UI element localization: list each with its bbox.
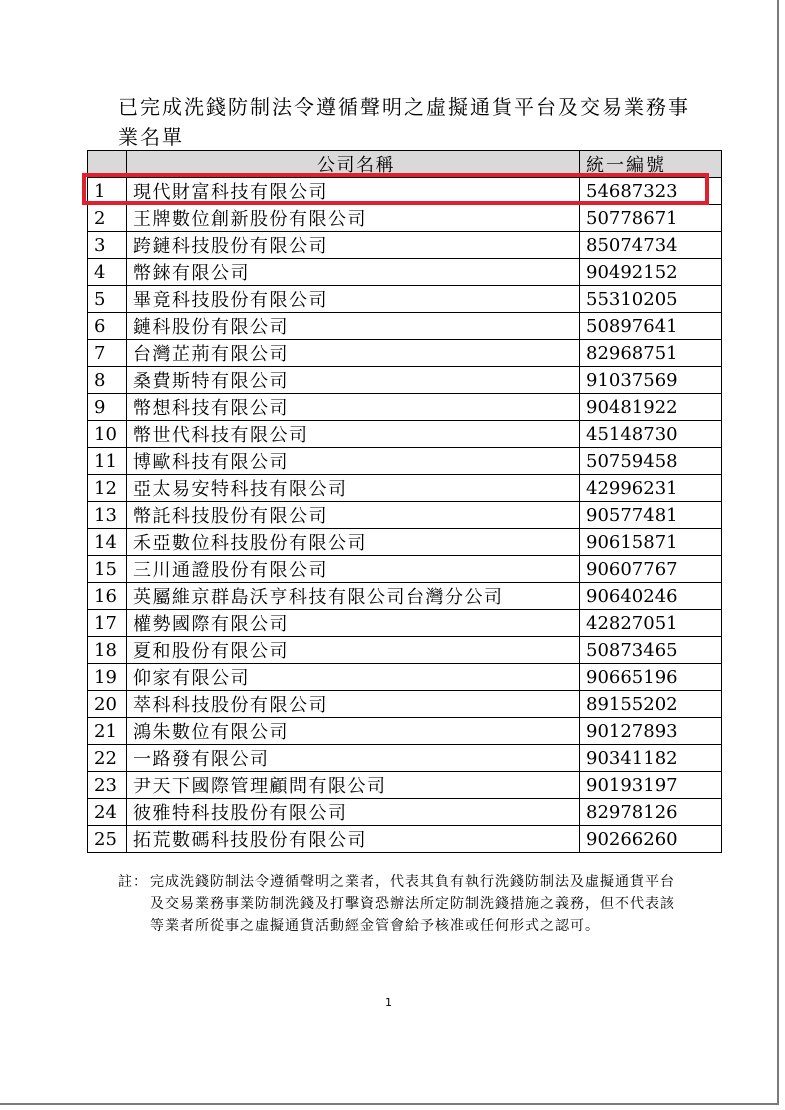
table-row (88, 448, 722, 475)
row-number: 11 (88, 448, 127, 475)
company-name: 王牌數位創新股份有限公司 (127, 205, 580, 232)
row-number: 12 (88, 475, 127, 502)
company-name: 幣想科技有限公司 (127, 394, 580, 421)
row-number: 16 (88, 583, 127, 610)
page-number: 1 (385, 996, 392, 1009)
table-row (88, 799, 722, 826)
company-name: 台灣芷荊有限公司 (127, 340, 580, 367)
table-row (88, 394, 722, 421)
company-name: 一路發有限公司 (127, 745, 580, 772)
company-name: 英屬維京群島沃亨科技有限公司台灣分公司 (127, 583, 580, 610)
tax-id: 90266260 (580, 826, 722, 853)
tax-id: 90607767 (580, 556, 722, 583)
row-number: 8 (88, 367, 127, 394)
table-row (88, 772, 722, 799)
row-number: 15 (88, 556, 127, 583)
row-number: 1 (88, 178, 127, 205)
table-row (88, 205, 722, 232)
table-row (88, 340, 722, 367)
tax-id: 45148730 (580, 421, 722, 448)
company-name: 桑費斯特有限公司 (127, 367, 580, 394)
table-row (88, 691, 722, 718)
tax-id: 50759458 (580, 448, 722, 475)
row-number: 19 (88, 664, 127, 691)
table-row (88, 583, 722, 610)
company-name: 現代財富科技有限公司 (127, 178, 580, 205)
row-number: 10 (88, 421, 127, 448)
company-name: 尹天下國際管理顧問有限公司 (127, 772, 580, 799)
footnote-label: 註： (118, 874, 148, 890)
row-number: 24 (88, 799, 127, 826)
row-number: 6 (88, 313, 127, 340)
table-row (88, 259, 722, 286)
row-number: 18 (88, 637, 127, 664)
company-name: 幣錸有限公司 (127, 259, 580, 286)
row-number: 20 (88, 691, 127, 718)
table-row (88, 421, 722, 448)
row-number: 2 (88, 205, 127, 232)
company-name: 三川通證股份有限公司 (127, 556, 580, 583)
company-name: 彼雅特科技股份有限公司 (127, 799, 580, 826)
table-row (88, 556, 722, 583)
tax-id: 90640246 (580, 583, 722, 610)
company-name: 跨鏈科技股份有限公司 (127, 232, 580, 259)
row-number: 21 (88, 718, 127, 745)
tax-id: 90577481 (580, 502, 722, 529)
company-name: 鴻朱數位有限公司 (127, 718, 580, 745)
table-row (88, 475, 722, 502)
row-number: 9 (88, 394, 127, 421)
footnote-text: 完成洗錢防制法令遵循聲明之業者，代表其負有執行洗錢防制法及虛擬通貨平台及交易業務事業防制洗錢及打擊資恐辦法所定防制洗錢措施之義務，但不代表該等業者所從事之虛擬通貨活動經金管會給予核准或任何形式之認可。 (150, 874, 675, 934)
table-row (88, 529, 722, 556)
row-number: 3 (88, 232, 127, 259)
company-name: 幣世代科技有限公司 (127, 421, 580, 448)
tax-id: 82978126 (580, 799, 722, 826)
company-name: 博歐科技有限公司 (127, 448, 580, 475)
tax-id: 90127893 (580, 718, 722, 745)
tax-id: 90341182 (580, 745, 722, 772)
document-title: 已完成洗錢防制法令遵循聲明之虛擬通貨平台及交易業務事業名單 (118, 95, 690, 149)
tax-id: 42827051 (580, 610, 722, 637)
footnote (118, 871, 678, 937)
row-number: 4 (88, 259, 127, 286)
table-row (88, 502, 722, 529)
company-name: 拓荒數碼科技股份有限公司 (127, 826, 580, 853)
row-number: 17 (88, 610, 127, 637)
company-name: 禾亞數位科技股份有限公司 (127, 529, 580, 556)
company-name: 鏈科股份有限公司 (127, 313, 580, 340)
tax-id: 85074734 (580, 232, 722, 259)
tax-id: 50897641 (580, 313, 722, 340)
tax-id: 90193197 (580, 772, 722, 799)
tax-id: 50778671 (580, 205, 722, 232)
tax-id: 82968751 (580, 340, 722, 367)
tax-id: 89155202 (580, 691, 722, 718)
tax-id: 90492152 (580, 259, 722, 286)
table-row (88, 610, 722, 637)
company-name: 權勢國際有限公司 (127, 610, 580, 637)
table-row (88, 232, 722, 259)
company-name: 亞太易安特科技有限公司 (127, 475, 580, 502)
header-company-name: 公司名稱 (127, 151, 580, 178)
row-number: 23 (88, 772, 127, 799)
company-name: 夏和股份有限公司 (127, 637, 580, 664)
table-row (88, 313, 722, 340)
table-row (88, 718, 722, 745)
table-row (88, 745, 722, 772)
highlight-box (82, 173, 709, 205)
table-row (88, 637, 722, 664)
header-tax-id: 統一編號 (580, 151, 722, 178)
table-row (88, 286, 722, 313)
table-row (88, 664, 722, 691)
row-number: 7 (88, 340, 127, 367)
tax-id: 90665196 (580, 664, 722, 691)
company-table (87, 150, 722, 853)
row-number: 22 (88, 745, 127, 772)
row-number: 25 (88, 826, 127, 853)
row-number: 5 (88, 286, 127, 313)
company-name: 畢竟科技股份有限公司 (127, 286, 580, 313)
tax-id: 91037569 (580, 367, 722, 394)
row-number: 13 (88, 502, 127, 529)
company-name: 仰家有限公司 (127, 664, 580, 691)
tax-id: 55310205 (580, 286, 722, 313)
company-name: 幣託科技股份有限公司 (127, 502, 580, 529)
table-row (88, 367, 722, 394)
tax-id: 90615871 (580, 529, 722, 556)
tax-id: 90481922 (580, 394, 722, 421)
row-number: 14 (88, 529, 127, 556)
tax-id: 42996231 (580, 475, 722, 502)
company-name: 萃科科技股份有限公司 (127, 691, 580, 718)
tax-id: 50873465 (580, 637, 722, 664)
table-row (88, 826, 722, 853)
tax-id: 54687323 (580, 178, 722, 205)
